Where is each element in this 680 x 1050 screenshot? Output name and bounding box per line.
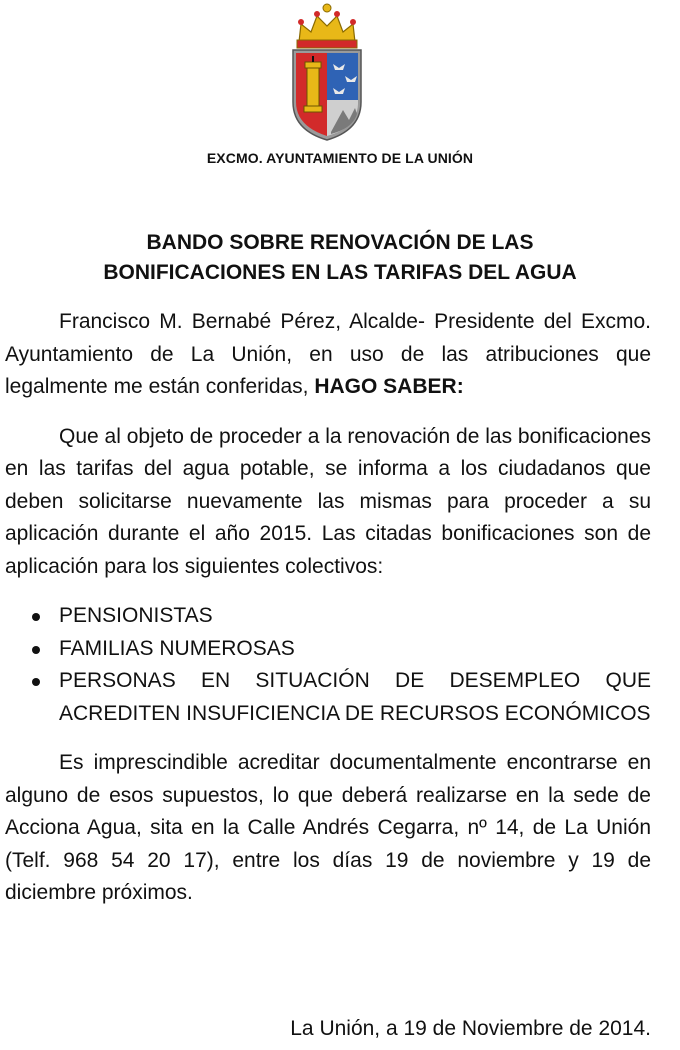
group-label: PERSONAS EN SITUACIÓN DE DESEMPLEO QUE ACREDITEN INSUFICIENCIA DE RECURSOS ECONÓMICOS — [59, 669, 651, 725]
organization-name: EXCMO. AYUNTAMIENTO DE LA UNIÓN — [206, 150, 474, 166]
intro-emphasis: HAGO SABER: — [314, 375, 464, 398]
document-body — [5, 306, 651, 910]
page-title — [0, 228, 680, 288]
title-line-1: BANDO SOBRE RENOVACIÓN DE LAS — [146, 231, 534, 254]
bullet-icon — [32, 646, 40, 654]
groups-list — [5, 600, 651, 730]
bullet-icon — [32, 678, 40, 686]
intro-text: Francisco M. Bernabé Pérez, Alcalde- Presidente del Excmo. Ayuntamiento de La Unión, en uso de las atribuciones que legalmente me están conferidas, — [5, 310, 651, 398]
list-item — [5, 600, 651, 633]
closing-date: La Unión, a 19 de Noviembre de 2014. — [290, 1017, 651, 1040]
requirements-paragraph: Es imprescindible acreditar documentalmente encontrarse en alguno de esos supuestos, lo que deberá realizarse en la sede de Acciona Agua, sita en la Calle Andrés Cegarra, nº 14, de La Unión (Telf. 968 54 20 17), entre los días 19 de noviembre y 19 de diciembre próximos. — [5, 751, 651, 904]
list-item — [5, 665, 651, 730]
title-line-2: BONIFICACIONES EN LAS TARIFAS DEL AGUA — [103, 261, 577, 284]
group-label: FAMILIAS NUMEROSAS — [59, 636, 295, 660]
coat-of-arms-icon — [287, 2, 367, 142]
announcement-paragraph: Que al objeto de proceder a la renovación de las bonificaciones en las tarifas del agua potable, se informa a los ciudadanos que deben solicitarse nuevamente las mismas para proceder a su aplicación durante el año 2015. Las citadas bonificaciones son de aplicación para los siguientes colectivos: — [5, 424, 651, 578]
list-item — [5, 633, 651, 666]
bullet-icon — [32, 613, 40, 621]
group-label: PENSIONISTAS — [59, 604, 213, 627]
intro-paragraph — [5, 306, 651, 404]
